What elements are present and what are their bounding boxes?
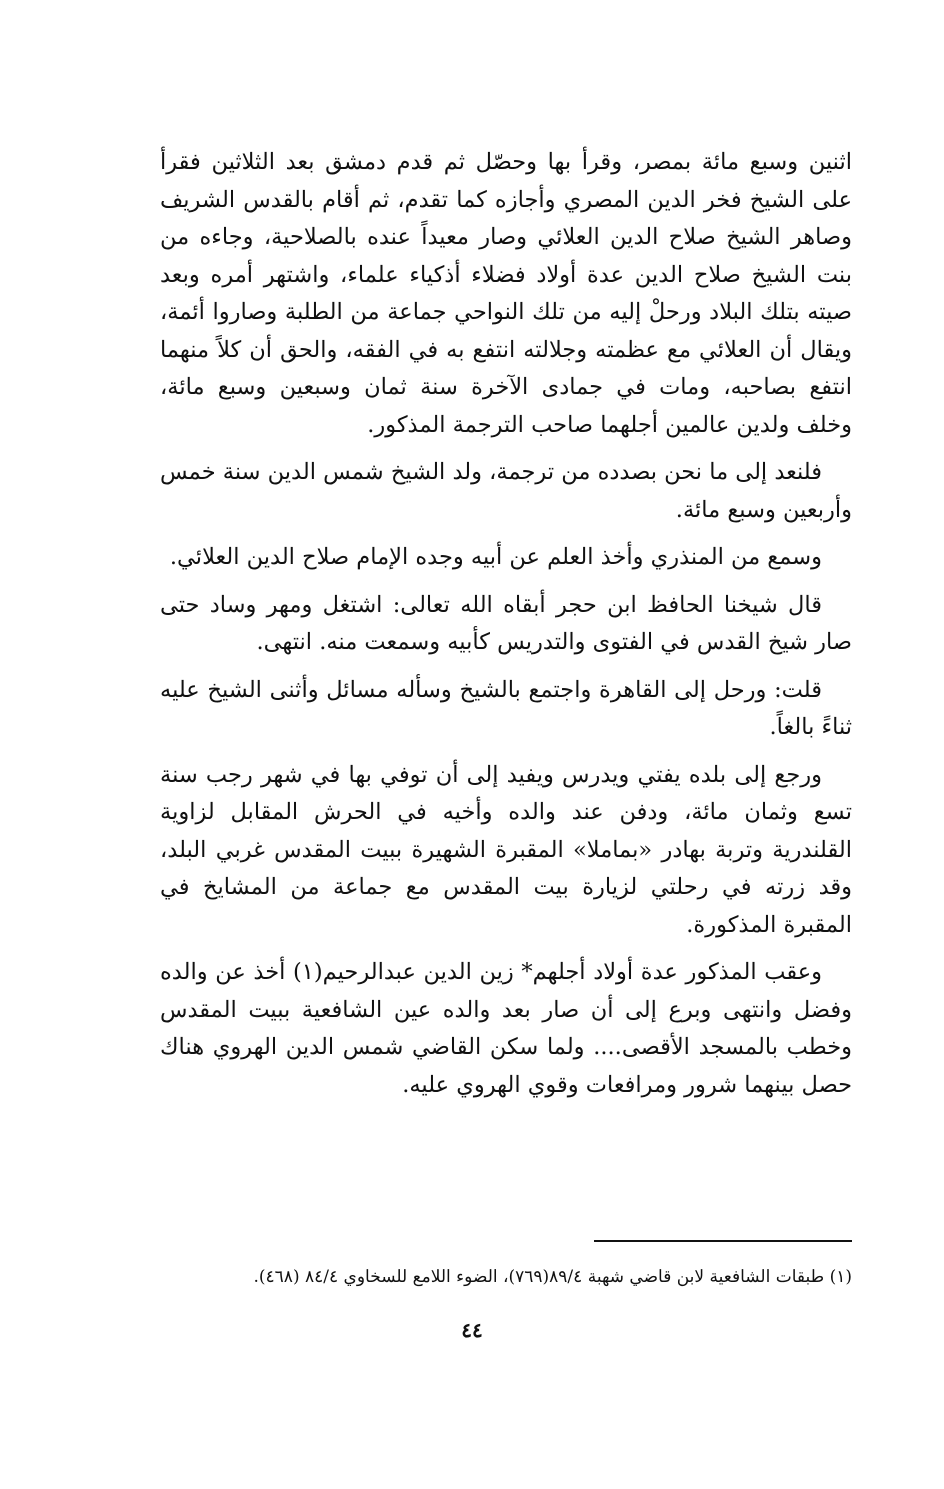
paragraph-3: وسمع من المنذري وأخذ العلم عن أبيه وجده الإمام صلاح الدين العلائي.	[169, 544, 822, 570]
paragraph-5: قلت: ورحل إلى القاهرة واجتمع بالشيخ وسأله مسائل وأثنى الشيخ عليه ثناءً بالغاً.	[160, 676, 852, 740]
paragraph-7: وعقب المذكور عدة أولاد أجلهم* زين الدين عبدالرحيم(١) أخذ عن والده وفضل وانتهى وبرع إلى أن صار بعد والده عين الشافعية ببيت المقدس وخطب بالمسجد الأقصى.... ولما سكن القاضي شمس الدين الهروي هناك حصل بينهما شرور ومرافعات وقوي الهروي عليه.	[160, 959, 852, 1098]
paragraph-1: اثنين وسبع مائة بمصر، وقرأ بها وحصّل ثم قدم دمشق بعد الثلاثين فقرأ على الشيخ فخر الدين المصري وأجازه كما تقدم، ثم أقام بالقدس الشريف وصاهر الشيخ صلاح الدين العلائي وصار معيداً عنده بالصلاحية، وجاءه من بنت الشيخ صلاح الدين عدة أولاد فضلاء أذكياء علماء، واشتهر أمره وبعد صيته بتلك البلاد ورحلْ إليه من تلك النواحي جماعة من الطلبة وصاروا أئمة، ويقال أن العلائي مع عظمته وجلالته انتفع به في الفقه، والحق أن كلاً منهما انتفع بصاحبه، ومات في جمادى الآخرة سنة ثمان وسبعين وسبع مائة، وخلف ولدين عالمين أجلهما صاحب الترجمة المذكور.	[160, 149, 852, 438]
paragraph-6: ورجع إلى بلده يفتي ويدرس ويفيد إلى أن توفي بها في شهر رجب سنة تسع وثمان مائة، ودفن عند والده وأخيه في الحرش المقابل لزاوية القلندرية وتربة بهادر «بماملا» المقبرة الشهيرة ببيت المقدس غربي البلد، وقد زرته في رحلتي لزيارة بيت المقدس مع جماعة من المشايخ في المقبرة المذكورة.	[160, 761, 852, 938]
footnote-divider	[594, 1240, 852, 1242]
page-number: ٤٤	[461, 1318, 483, 1342]
paragraph-2: فلنعد إلى ما نحن بصدده من ترجمة، ولد الشيخ شمس الدين سنة خمس وأربعين وسبع مائة.	[160, 459, 852, 523]
paragraph-4: قال شيخنا الحافظ ابن حجر أبقاه الله تعالى: اشتغل ومهر وساد حتى صار شيخ القدس في الفتوى والتدريس كأبيه وسمعت منه. انتهى.	[160, 591, 852, 655]
main-text	[160, 144, 852, 1104]
footnote: (١) طبقات الشافعية لابن قاضي شهبة ٨٩/٤(٧٦٩)، الضوء اللامع للسخاوي ٨٤/٤ (٤٦٨).	[253, 1267, 852, 1287]
